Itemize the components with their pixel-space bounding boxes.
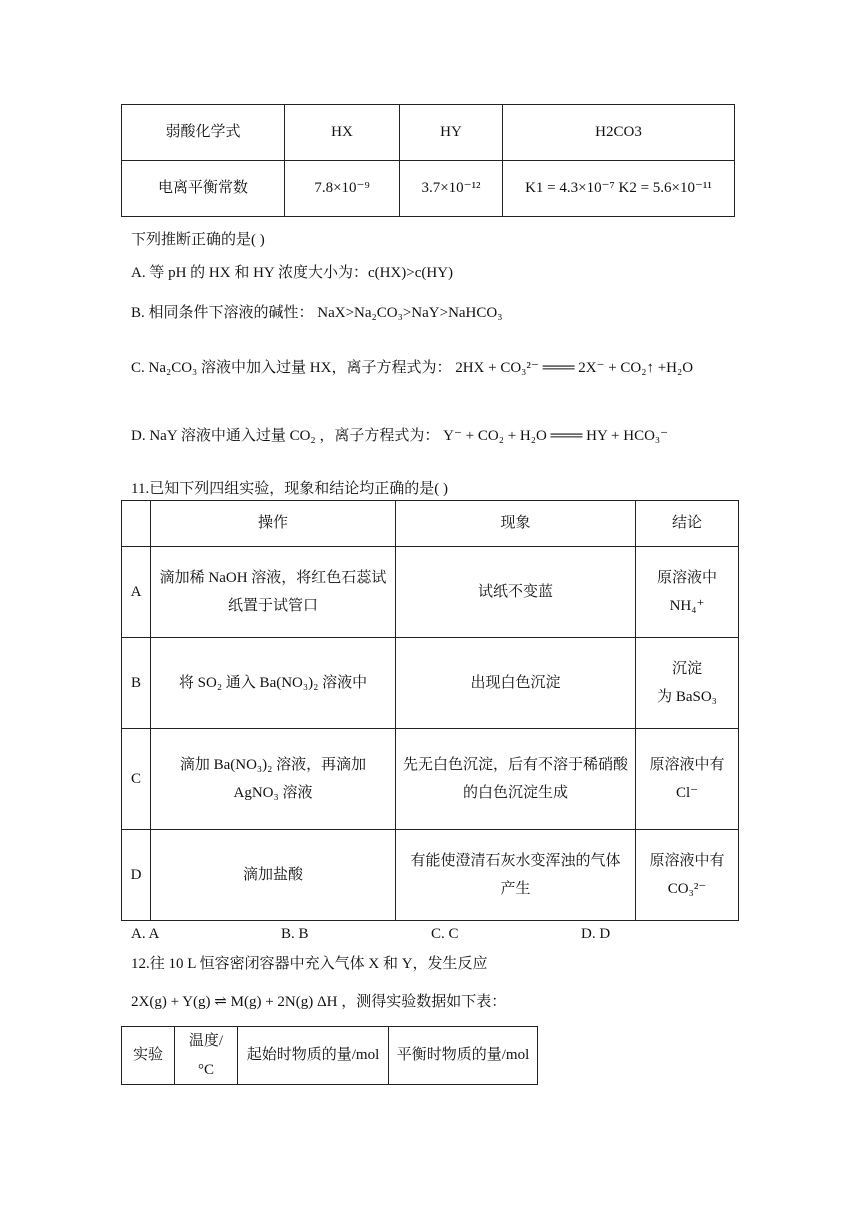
- q11-concl-line: 原溶液中: [656, 569, 717, 586]
- q11-row-phen: 试纸不变蓝: [396, 547, 636, 638]
- q11-row-label: D: [122, 830, 151, 921]
- q11-row-op: 滴加盐酸: [151, 830, 396, 921]
- q10-option-d: D. NaY 溶液中通入过量 CO₂ ，离子方程式为： Y⁻ + CO₂ + H₂O ═══ HY + HCO₃⁻: [131, 428, 669, 444]
- q11-phen-line: 先无白色沉淀，后有不溶于稀硝酸: [402, 756, 628, 773]
- q11-op-line: 滴加 Ba(NO₃)₂ 溶液，再滴加: [179, 756, 367, 773]
- q11-header-concl: 结论: [636, 501, 739, 547]
- q12-header-exp: 实验: [122, 1027, 175, 1085]
- ka-header-formula: 弱酸化学式: [122, 105, 285, 161]
- q11-answer-a: A. A: [131, 926, 160, 942]
- q11-row-phen: [396, 729, 636, 830]
- ka-header-h2co3: H2CO3: [503, 105, 735, 161]
- q11-concl-line: Cl⁻: [675, 785, 699, 801]
- ka-h2co3-value: K1 = 4.3×10⁻⁷ K2 = 5.6×10⁻¹¹: [503, 161, 735, 217]
- q11-answer-d: D. D: [581, 926, 611, 942]
- q11-answer-b: B. B: [281, 926, 309, 942]
- q11-row-concl: [636, 729, 739, 830]
- q10-option-c: C. Na₂CO₃ 溶液中加入过量 HX，离子方程式为： 2HX + CO₃²⁻ ═══ 2X⁻ + CO₂↑ +H₂O: [131, 360, 694, 376]
- q11-op-line: AgNO₃ 溶液: [233, 785, 313, 801]
- q10-stem: 下列推断正确的是( ): [131, 232, 265, 248]
- q12-header-initial: 起始时物质的量/mol: [238, 1027, 389, 1085]
- q11-header-op: 操作: [151, 501, 396, 547]
- q11-op-line: 滴加稀 NaOH 溶液，将红色石蕊试: [159, 569, 387, 586]
- q11-header-phen: 现象: [396, 501, 636, 547]
- ka-hy-value: 3.7×10⁻¹²: [400, 161, 503, 217]
- q10-option-a: A. 等 pH 的 HX 和 HY 浓度大小为：c(HX)>c(HY): [131, 265, 454, 281]
- q10-option-b: B. 相同条件下溶液的碱性： NaX>Na₂CO₃>NaY>NaHCO₃: [131, 305, 503, 321]
- ka-header-hy: HY: [400, 105, 503, 161]
- q11-row-phen: [396, 830, 636, 921]
- q11-row-label: B: [122, 638, 151, 729]
- q11-row-op: 将 SO₂ 通入 Ba(NO₃)₂ 溶液中: [151, 638, 396, 729]
- q11-concl-line: 为 BaSO₃: [657, 689, 717, 705]
- q11-concl-line: 原溶液中有: [649, 756, 725, 773]
- q11-row-op: [151, 729, 396, 830]
- q11-table: [121, 500, 739, 921]
- q11-concl-line: CO₃²⁻: [667, 881, 707, 897]
- q11-stem: 11.已知下列四组实验，现象和结论均正确的是( ): [131, 481, 448, 497]
- q11-row-op: [151, 547, 396, 638]
- q11-row-label: A: [122, 547, 151, 638]
- q11-concl-line: 原溶液中有: [649, 852, 725, 869]
- q11-phen-line: 有能使澄清石灰水变浑浊的气体: [410, 852, 621, 869]
- q12-header-temp: 温度/°C: [175, 1027, 238, 1085]
- q11-phen-line: 产生: [500, 881, 531, 897]
- q11-header-blank: [122, 501, 151, 547]
- q11-row-label: C: [122, 729, 151, 830]
- ka-header-hx: HX: [285, 105, 400, 161]
- q12-header-equil: 平衡时物质的量/mol: [389, 1027, 538, 1085]
- q12-stem: 12.往 10 L 恒容密闭容器中充入气体 X 和 Y，发生反应: [131, 956, 488, 972]
- q11-phen-line: 的白色沉淀生成: [462, 785, 568, 801]
- q11-row-concl: [636, 638, 739, 729]
- q12-equation: 2X(g) + Y(g) ⇌ M(g) + 2N(g) ΔH ，测得实验数据如下表：: [131, 994, 507, 1010]
- q11-op-line: 纸置于试管口: [227, 598, 318, 614]
- q11-row-concl: [636, 547, 739, 638]
- q11-concl-line: NH₄⁺: [669, 598, 705, 614]
- ka-hx-value: 7.8×10⁻⁹: [285, 161, 400, 217]
- ka-row-label: 电离平衡常数: [122, 161, 285, 217]
- q12-table: [121, 1026, 538, 1085]
- ka-table: [121, 104, 735, 217]
- q11-concl-line: 沉淀: [671, 660, 702, 677]
- q11-answer-c: C. C: [431, 926, 459, 942]
- q11-row-phen: 出现白色沉淀: [396, 638, 636, 729]
- q11-row-concl: [636, 830, 739, 921]
